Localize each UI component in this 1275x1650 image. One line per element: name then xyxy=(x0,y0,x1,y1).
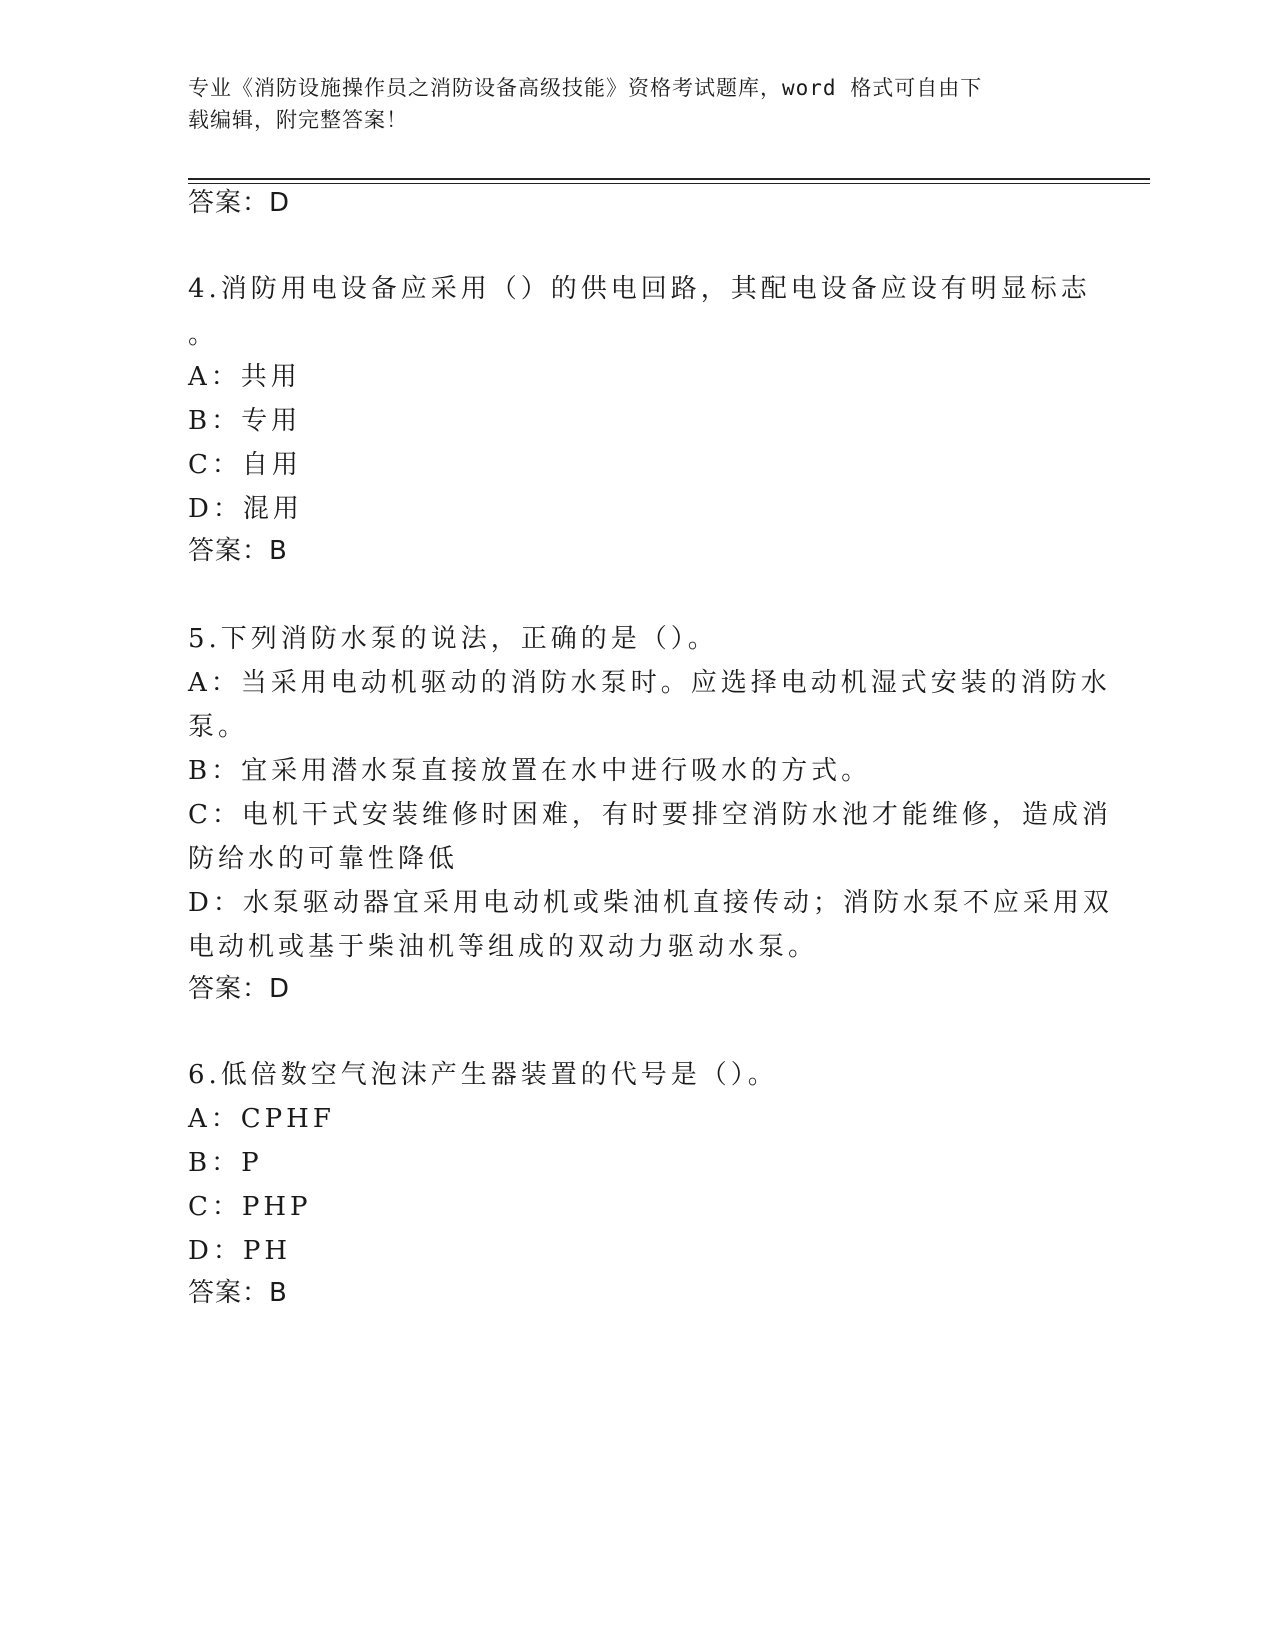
question-4-option-b: B：专用 xyxy=(188,406,302,436)
question-5-answer: 答案：D xyxy=(188,974,291,1004)
question-5-option-c-cont: 防给水的可靠性降低 xyxy=(188,844,459,874)
header-line-2: 载编辑，附完整答案！ xyxy=(188,108,408,132)
question-5-option-d-cont: 电动机或基于柴油机等组成的双动力驱动水泵。 xyxy=(188,932,819,962)
question-6-option-d: D：PH xyxy=(188,1236,292,1266)
question-4-option-d: D：混用 xyxy=(188,494,303,524)
question-4-answer: 答案：B xyxy=(188,536,288,566)
question-4-option-a: A：共用 xyxy=(188,362,301,392)
question-6-option-b: B：P xyxy=(188,1148,263,1178)
question-5-option-d: D：水泵驱动器宜采用电动机或柴油机直接传动；消防水泵不应采用双 xyxy=(188,888,1113,918)
question-6-answer: 答案：B xyxy=(188,1278,288,1308)
question-5-stem: 5.下列消防水泵的说法，正确的是（）。 xyxy=(188,624,718,654)
question-5-option-c: C：电机干式安装维修时困难，有时要排空消防水池才能维修，造成消 xyxy=(188,800,1112,830)
question-6-option-a: A：CPHF xyxy=(188,1104,335,1134)
header-rule-thick xyxy=(188,178,1150,180)
question-6-stem: 6.低倍数空气泡沫产生器装置的代号是（）。 xyxy=(188,1060,778,1090)
question-5-option-a: A：当采用电动机驱动的消防水泵时。应选择电动机湿式安装的消防水 xyxy=(188,668,1111,698)
question-6-option-c: C：PHP xyxy=(188,1192,312,1222)
document-header xyxy=(188,72,1068,136)
question-5-option-a-cont: 泵。 xyxy=(188,712,249,742)
question-4-stem: 4.消防用电设备应采用（）的供电回路，其配电设备应设有明显标志 xyxy=(188,274,1091,304)
question-5-option-b: B：宜采用潜水泵直接放置在水中进行吸水的方式。 xyxy=(188,756,872,786)
question-4-option-c: C：自用 xyxy=(188,450,302,480)
previous-answer: 答案：D xyxy=(188,188,291,218)
header-rule-thin xyxy=(188,183,1150,184)
header-line-1: 专业《消防设施操作员之消防设备高级技能》资格考试题库，word 格式可自由下 xyxy=(188,76,983,100)
question-4-stem-cont: 。 xyxy=(188,320,219,350)
